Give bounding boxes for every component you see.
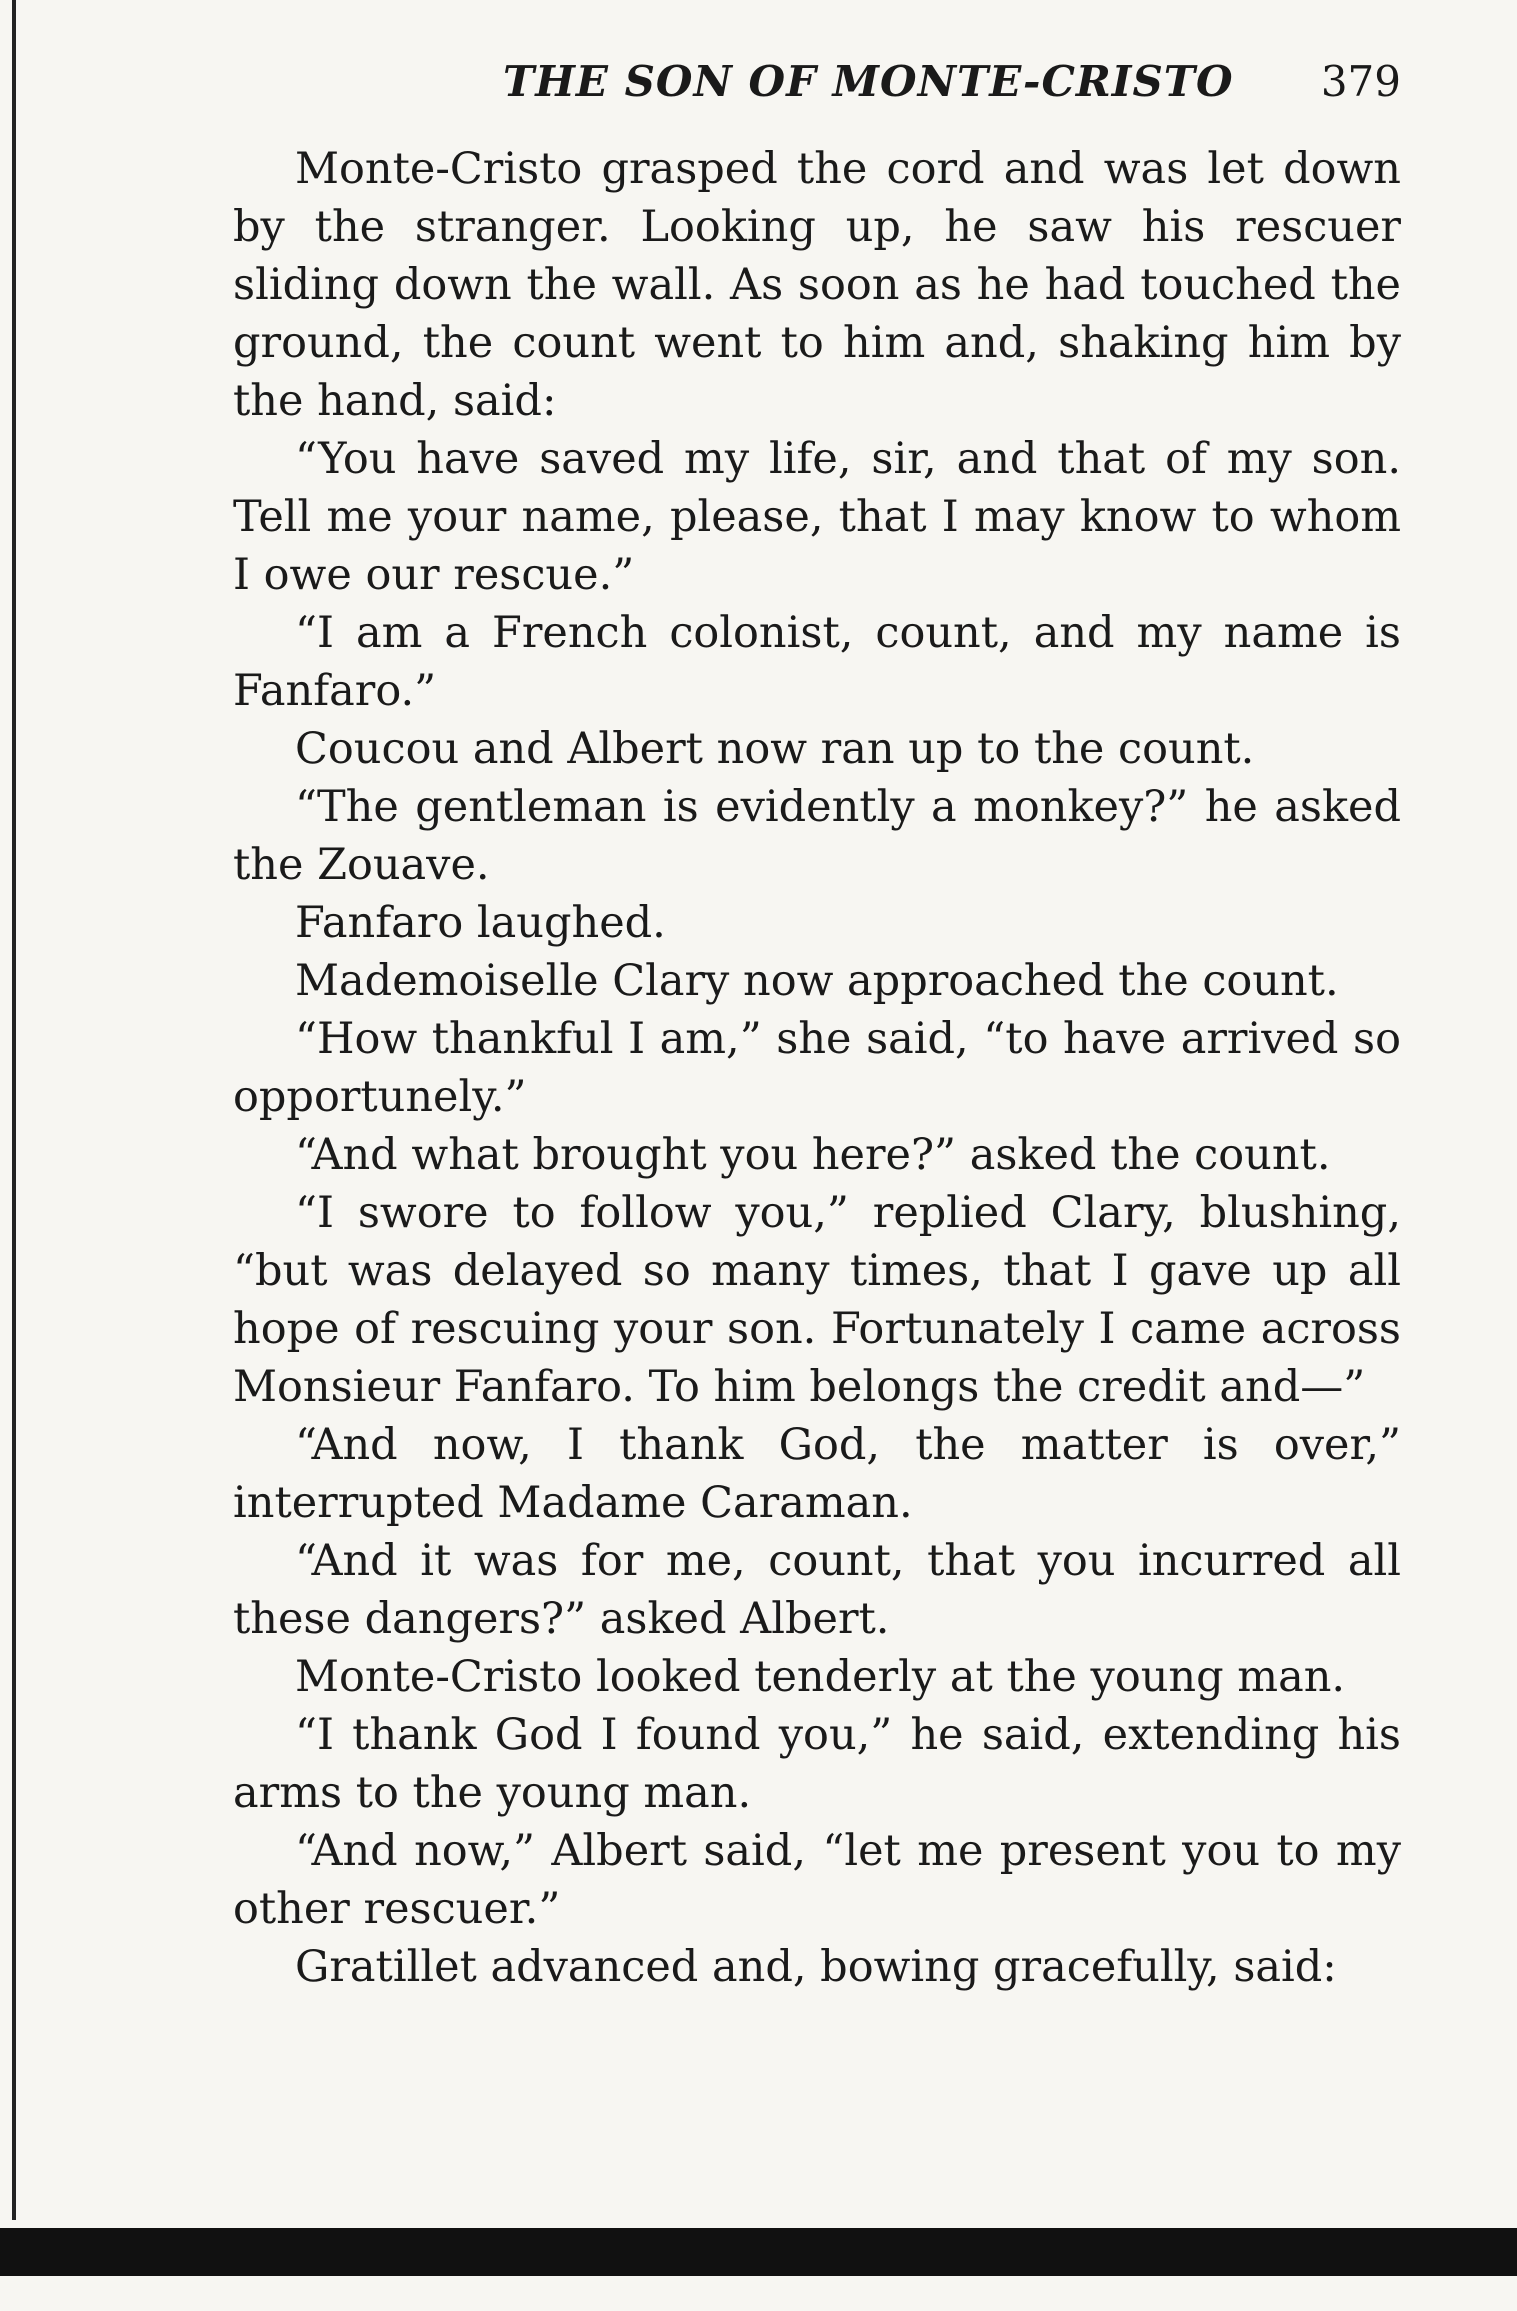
page-number: 379: [1320, 57, 1401, 106]
page-edge-rule: [12, 0, 16, 2220]
paragraph: Mademoiselle Clary now approached the count.: [295, 956, 1339, 1006]
paragraph: Monte-Cristo looked tenderly at the young man.: [295, 1652, 1346, 1702]
paragraph: Monte-Cristo grasped the cord and was let down by the stranger. Looking up, he saw his rescuer sliding down the wall. As soon as he had touched the ground, the count went to him and, shaking him by the hand, said:: [233, 144, 1401, 426]
paragraph: “And now, I thank God, the matter is over,” interrupted Madame Caraman.: [233, 1420, 1401, 1528]
paragraph: Coucou and Albert now ran up to the count.: [295, 724, 1255, 774]
paragraph: Gratillet advanced and, bowing gracefully, said:: [295, 1942, 1337, 1992]
paragraph: “And it was for me, count, that you incurred all these dangers?” asked Albert.: [233, 1536, 1401, 1644]
bottom-scan-border: [0, 2228, 1517, 2276]
page-header: [233, 52, 1401, 112]
paragraph: “And what brought you here?” asked the count.: [295, 1130, 1331, 1180]
paragraph: “I am a French colonist, count, and my name is Fanfaro.”: [233, 608, 1401, 716]
paragraph: “You have saved my life, sir, and that of my son. Tell me your name, please, that I may know to whom I owe our rescue.”: [233, 434, 1401, 600]
running-title: THE SON OF MONTE-CRISTO: [503, 57, 1234, 106]
paragraph: “The gentleman is evidently a monkey?” he asked the Zouave.: [233, 782, 1401, 890]
paragraph: Fanfaro laughed.: [295, 898, 666, 948]
body-text: [233, 140, 1401, 1996]
paragraph: “I thank God I found you,” he said, extending his arms to the young man.: [233, 1710, 1401, 1818]
paragraph: “I swore to follow you,” replied Clary, blushing, “but was delayed so many times, that I gave up all hope of rescuing your son. Fortunately I came across Monsieur Fanfaro. To him belongs the credit and—”: [233, 1188, 1401, 1412]
paragraph: “And now,” Albert said, “let me present you to my other rescuer.”: [233, 1826, 1401, 1934]
paragraph: “How thankful I am,” she said, “to have arrived so opportunely.”: [233, 1014, 1401, 1122]
